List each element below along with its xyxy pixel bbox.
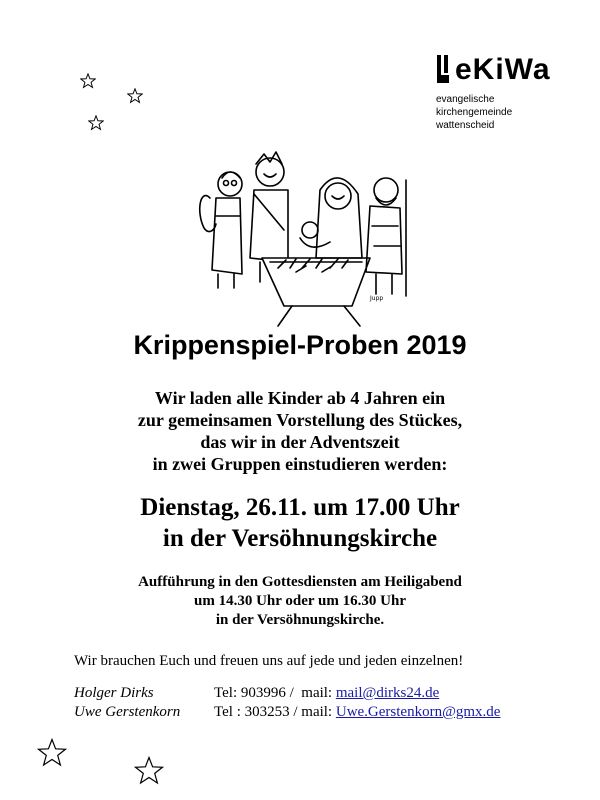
contact-row — [74, 703, 500, 722]
nativity-scene-icon — [192, 150, 410, 328]
contact-name: Uwe Gerstenkorn — [74, 704, 181, 720]
contact-row — [74, 684, 500, 703]
star-icon — [37, 738, 67, 768]
logo-subtitle: evangelische kirchengemeinde wattenscheid — [436, 94, 513, 131]
page-title: Krippenspiel-Proben 2019 — [133, 330, 467, 360]
contact-list — [74, 684, 500, 722]
performance-info: Aufführung in den Gottesdiensten am Heiligabend um 14.30 Uhr oder um 16.30 Uhr in der Versöhnungskirche. — [138, 574, 462, 628]
logo-bars-icon — [436, 55, 452, 85]
closing-text: Wir brauchen Euch und freuen uns auf jede und jeden einzelnen! — [74, 653, 464, 669]
contact-email-link[interactable]: Uwe.Gerstenkorn@gmx.de — [335, 704, 501, 720]
star-icon — [88, 115, 104, 131]
star-icon — [80, 73, 96, 89]
contact-email-link[interactable]: mail@dirks24.de — [335, 685, 440, 701]
intro-text: Wir laden alle Kinder ab 4 Jahren ein zur gemeinsamen Vorstellung des Stückes, das wir in der Adventszeit in zwei Gruppen einstudieren werden: — [137, 388, 463, 474]
rehearsal-datetime: Dienstag, 26.11. um 17.00 Uhr in der Versöhnungskirche — [140, 494, 460, 552]
ekiwa-logo — [436, 55, 566, 132]
logo-wordmark: eKiWa — [455, 53, 551, 86]
contact-phone: Tel: 903996 / mail: — [214, 685, 336, 701]
star-icon — [127, 88, 143, 104]
contact-name: Holger Dirks — [74, 685, 154, 701]
contact-phone: Tel : 303253 / mail: — [214, 704, 336, 720]
star-icon — [134, 756, 164, 786]
illustration-signature: Jupp — [370, 295, 384, 302]
